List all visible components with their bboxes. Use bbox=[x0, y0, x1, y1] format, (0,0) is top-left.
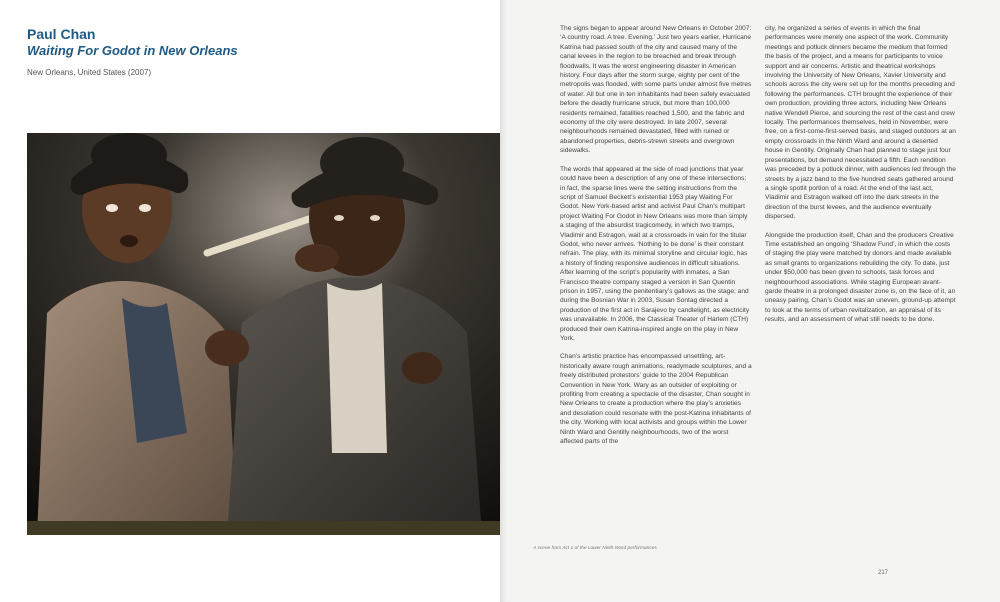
photo-caption: A scene from Act 1 of the Lower Ninth Ward performances bbox=[533, 546, 657, 551]
text-column-2 bbox=[765, 24, 957, 334]
paragraph: Chan’s artistic practice has encompassed unsettling, art-historically aware rough animations, readymade sculptures, and a freely distributed protestors’ guide to the 2004 Republican Convention in New York. Wary as an outsider of exploiting or profiting from creating a spectacle of the disaster, Chan sought in New Orleans to create a production where the play’s anxieties and desolation could resonate with the post-Katrina inhabitants of the city. Working with local activists and groups within the Lower Ninth Ward and Gentilly neighbourhoods, two of the worst affected parts of the bbox=[560, 353, 752, 446]
right-page bbox=[500, 0, 1000, 602]
paragraph: city, he organized a series of events in which the final performances were merely one aspect of the work. Community meetings and potluck dinners became the medium that formed the basis of the project, and a means for participants to voice support and air concerns. Artistic and theatrical workshops involving the University of New Orleans, Xavier University and schools across the city were set up for the months preceding and following the performances. CTH brought the experience of their own production, providing three actors, including New Orleans native Wendell Pierce, and sourcing the rest of the cast and crew locally. The performances themselves, held in November, were free, on a first-come-first-served basis, and staged outdoors at an empty crossroads in the Ninth Ward and around a deserted house in Gentilly. Originally Chan had planned to stage just four presentations, but demand necessitated a fifth. Each rendition was preceded by a potluck dinner, with audiences led through the streets by a jazz band to the five hundred seats gathered around a single spotlit portion of a road. At the end of the last act, Vladimir and Estragon walked off into the dark streets in the direction of the burst levees, and the audience eventually dispersed. bbox=[765, 25, 956, 221]
performance-photo bbox=[27, 133, 500, 535]
paragraph: The signs began to appear around New Orleans in October 2007: ‘A country road. A tree. Evening.’ Just two years earlier, Hurricane Katrina had passed south of the city and caused many of the canal levees in the region to be breached and break through floodwalls. It was the worst engineering disaster in American history. Four days after the storm surge, eighty per cent of the metropolis was flooded, with some parts under almost five metres of water. All but one in ten inhabitants had been safely evacuated before the deadly hurricane struck, but more than 100,000 residents remained, fatalities reached 1,500, and the fabric and economy of the city were destroyed. In late 2007, several neighbourhoods remained devastated, filled with ruined or abandoned properties, debris-strewn streets and overgrown sidewalks. bbox=[560, 25, 752, 155]
artist-name: Paul Chan bbox=[27, 26, 96, 42]
photo-illustration bbox=[27, 133, 500, 535]
work-location: New Orleans, United States (2007) bbox=[27, 68, 152, 77]
page-number: 217 bbox=[878, 570, 889, 576]
paragraph: The words that appeared at the side of road junctions that year could have been a description of any one of these intersections; in fact, the sparse lines were the setting instructions from the script of Samuel Beckett’s existential 1953 play Waiting For Godot. New York-based artist and activist Paul Chan’s multipart project Waiting For Godot in New Orleans was more than simply a staging of the absurdist tragicomedy, in which two tramps, Vladimir and Estragon, wait at a crossroads in vain for the titular Godot, who never arrives. ‘Nothing to be done’ is their constant refrain. The play, with its minimal storyline and circular logic, has a history of finding responsive audiences in difficult situations. After learning of the script’s popularity with inmates, a San Francisco theatre company staged a version in San Quentin prison in 1957, using the penitentiary’s gallows as the stage; and during the Bosnian War in 2003, Susan Sontag directed a production of the first act in Sarajevo by candlelight, as electricity was unavailable. In 2006, the Classical Theater of Harlem (CTH) produced their own Katrina-inspired angle on the play in New York. bbox=[560, 165, 750, 342]
paragraph: Alongside the production itself, Chan and the producers Creative Time established an ongoing ‘Shadow Fund’, in which the costs of staging the play were matched by donors and made available as small grants to organizations rebuilding the city. To date, just under $50,000 has been given to schools, task forces and neighbourhood associations. While staging European avant-garde theatre in a prolonged disaster zone is, on the face of it, an uneasy pairing, Chan’s Godot was an uneven, ground-up attempt to look at the terms of urban revitalization, an appraisal of its results, and an assessment of what still needs to be done. bbox=[765, 231, 956, 324]
text-column-1 bbox=[560, 24, 752, 455]
work-title: Waiting For Godot in New Orleans bbox=[27, 43, 238, 58]
